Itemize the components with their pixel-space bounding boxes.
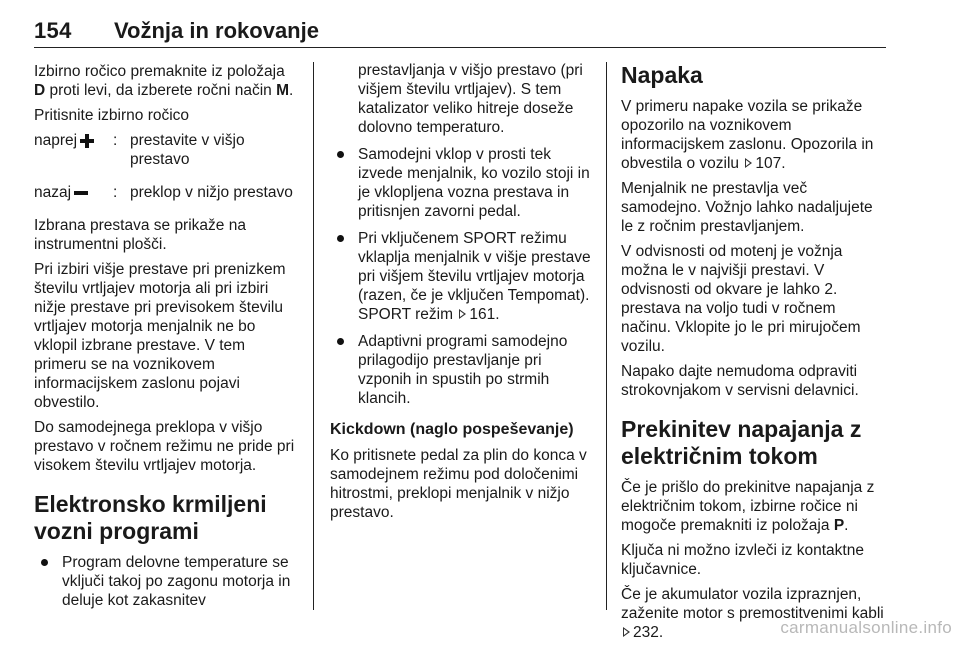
definition-colon: : [113, 184, 118, 201]
text: Če je akumulator vozila izpraznjen, zaženite motor s premostitvenimi kabli [621, 586, 884, 622]
bullet-icon [337, 338, 344, 345]
heading-electronic-programs: Elektronsko krmiljeni vozni programi [34, 491, 267, 544]
paragraph-fault-warning [621, 97, 887, 173]
definition-term [34, 183, 88, 202]
paragraph-no-auto-upshift: Do samodejnega preklopa v višjo prestavo v ročnem režimu ne pride pri visokem številu vrtljajev motorja. [34, 419, 295, 474]
text: Izbirno ročico premaknite iz položaja [34, 63, 285, 80]
list-item-text: Adaptivni programi samodejno prilagodijo prestavljanje pri vzponih in spustih po strmih klancih. [358, 333, 568, 407]
minus-icon [74, 186, 88, 200]
column-1 [34, 62, 300, 618]
text: . [844, 517, 849, 534]
heading-power-interruption: Prekinitev napajanja z električnim tokom [621, 416, 862, 469]
bullet-icon [41, 559, 48, 566]
text: V primeru napake vozila se prikaže opozorilo na voznikovem informacijskem zaslonu. Opozorila in obvestila o vozilu [621, 98, 874, 172]
bullet-icon [337, 235, 344, 242]
page-reference[interactable]: 161 [469, 306, 496, 323]
list-item-text: Program delovne temperature se vključi takoj po zagonu motorja in deluje kot zakasnitev [62, 554, 291, 609]
gear-key-d: D [34, 82, 46, 99]
list-item [330, 332, 594, 408]
list-item [34, 553, 300, 610]
text: Če je prišlo do prekinitve napajanja z električnim tokom, izbirne ročice ni mogoče premakniti iz položaja [621, 479, 875, 534]
list-item-continuation [330, 61, 594, 137]
definition-description: prestavite v višjo prestavo [130, 132, 245, 168]
definition-forward [34, 131, 300, 169]
list-item [330, 229, 594, 324]
definition-backward [34, 183, 300, 202]
heading-fault: Napaka [621, 62, 703, 88]
page-header [34, 0, 886, 48]
column-divider-2 [606, 62, 607, 610]
column-3 [621, 62, 887, 648]
paragraph-rpm-limits: Pri izbiri višje prestave pri prenizkem številu vrtljajev motorja ali pri izbiri nižje prestave pri previsokem številu vrtljajev motorja menjalnik ne bo vklopil izbrane prestave. V tem primeru se na voznikovem informacijskem zaslonu pojavi obvestilo. [34, 261, 286, 411]
list-item-text: Pri vključenem SPORT režimu vklaplja menjalnik v višje prestave pri višjem številu vrtljajev motorja (razen, če je vključen Tempomat). SPORT režim [358, 230, 591, 323]
paragraph-manual-mode [34, 62, 300, 100]
text: . [495, 306, 500, 323]
paragraph-kickdown: Ko pritisnete pedal za plin do konca v samodejnem režimu pod določenimi hitrostmi, preklopi menjalnik v nižjo prestavo. [330, 447, 587, 521]
list-item [330, 145, 594, 221]
bullet-icon [337, 151, 344, 158]
paragraph-repair: Napako dajte nemudoma odpraviti strokovnjakom v servisni delavnici. [621, 363, 859, 399]
paragraph-manual-only: Menjalnik ne prestavlja več samodejno. Vožnjo lahko nadaljujete le z ročnim prestavljanjem. [621, 180, 873, 235]
paragraph-press-lever: Pritisnite izbirno ročico [34, 107, 190, 124]
page-reference[interactable]: 107 [755, 155, 782, 172]
text: proti levi, da izberete ročni način [45, 82, 272, 99]
term-text: naprej [34, 132, 78, 149]
column-2 [330, 62, 594, 528]
term-text: nazaj [34, 184, 72, 201]
text: . [658, 624, 664, 641]
list-item-text: prestavljanja v višjo prestavo (pri višjem številu vrtljajev). S tem katalizator veliko hitreje doseže dolovno temperaturo. [358, 62, 583, 136]
watermark: carmanualsonline.info [780, 618, 952, 637]
text: . [289, 82, 294, 99]
column-divider-1 [313, 62, 314, 610]
paragraph-key-removal: Ključa ni možno izvleči iz kontaktne ključavnice. [621, 542, 864, 578]
definition-colon: : [113, 132, 118, 149]
gear-key-p: P [833, 517, 845, 534]
paragraph-fault-gears: V odvisnosti od motenj je vožnja možna le v najvišji prestavi. V odvisnosti od okvare je lahko 2. prestava na voljo tudi v ročnem načinu. Vklopite jo le pri mirujočem vozilu. [621, 243, 861, 355]
page-reference-arrow-icon [623, 627, 630, 637]
plus-icon [80, 134, 94, 148]
header-rule [34, 47, 886, 48]
paragraph-power-loss [621, 478, 887, 535]
heading-kickdown: Kickdown (naglo pospeševanje) [330, 421, 574, 438]
page-number: 154 [34, 18, 72, 43]
definition-term [34, 131, 94, 150]
page-reference[interactable]: 232 [633, 624, 659, 641]
text: . [781, 155, 786, 172]
paragraph-displayed-gear: Izbrana prestava se prikaže na instrumentni plošči. [34, 217, 246, 253]
page-reference-arrow-icon [745, 158, 752, 168]
page-reference-arrow-icon [459, 309, 466, 319]
chapter-title: Vožnja in rokovanje [114, 18, 319, 43]
gear-key-m: M [276, 82, 290, 99]
list-item-text: Samodejni vklop v prosti tek izvede menjalnik, ko vozilo stoji in je vklopljena vozna prestava in pritisnjen zavorni pedal. [358, 146, 590, 220]
definition-description: preklop v nižjo prestavo [130, 184, 293, 201]
